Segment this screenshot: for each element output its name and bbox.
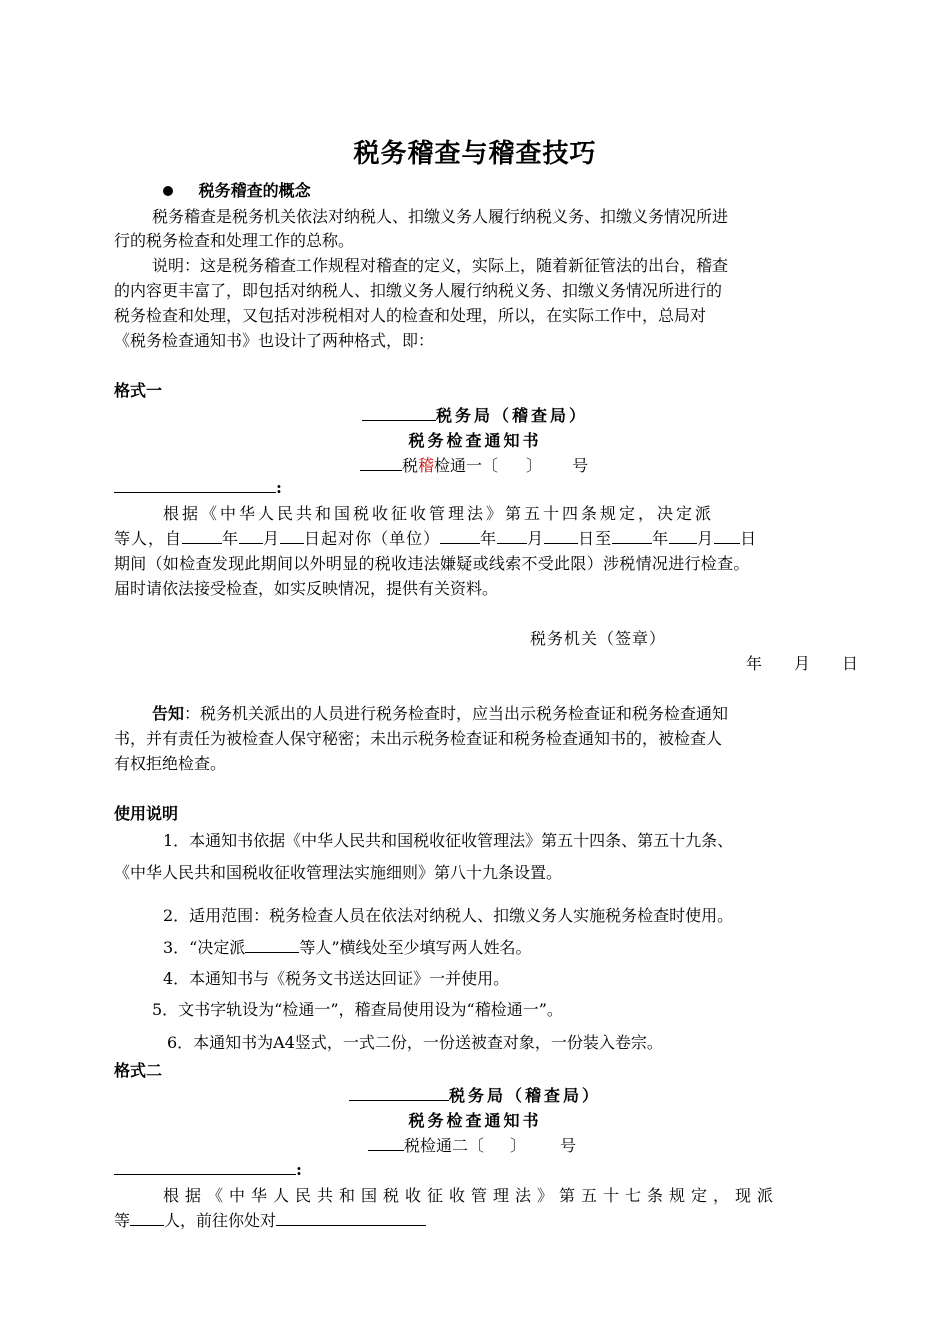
usage-heading: 使用说明	[114, 804, 179, 823]
format-1-addressee: :	[114, 476, 282, 497]
format-1-notice-title: 税务检查通知书	[408, 431, 542, 450]
concept-heading: 税务稽查的概念	[163, 178, 311, 201]
format-1-document-number: 税稽检通一〔 〕 号	[360, 453, 588, 476]
concept-paragraph-2-line-1: 说明：这是税务稽查工作规程对稽查的定义，实际上，随着新征管法的出台，稽查	[152, 256, 729, 275]
usage-item-1-line-2: 《中华人民共和国税收征收管理法实施细则》第八十九条设置。	[114, 863, 563, 882]
number-blank	[368, 1134, 404, 1151]
format-2-body-line-1: 根据《中华人民共和国税收征收管理法》第五十七条规定，现派	[163, 1186, 780, 1205]
signature-line: 税务机关（签章）	[530, 629, 667, 648]
document-title: 税务稽查与稽查技巧	[353, 139, 597, 169]
format-1-notice-line-3: 有权拒绝检查。	[114, 754, 227, 773]
usage-item-2: 2．适用范围：税务检查人员在依法对纳税人、扣缴义务人实施税务检查时使用。	[163, 906, 734, 925]
format-2-body-line-2: 等 人，前往你处对	[114, 1208, 426, 1231]
format-2-document-number: 税检通二〔 〕 号	[368, 1133, 576, 1156]
bullet-icon	[163, 186, 173, 196]
concept-paragraph-2-line-4: 《税务检查通知书》也设计了两种格式，即：	[114, 331, 435, 350]
bureau-blank	[362, 404, 436, 421]
format-1-body-line-1: 根据《中华人民共和国税收征收管理法》第五十四条规定，决定派	[163, 504, 715, 523]
addressee-blank	[114, 1158, 296, 1175]
format-2-bureau-line: 税务局（稽查局）	[0, 1083, 950, 1106]
format-1-notice-line-1: 告知：税务机关派出的人员进行税务检查时，应当出示税务检查证和税务检查通知	[152, 704, 729, 723]
concept-paragraph-1-line-2: 行的税务检查和处理工作的总称。	[114, 231, 355, 250]
format-1-notice-line-2: 书，并有责任为被检查人保守秘密；未出示税务检查证和税务检查通知书的，被检查人	[114, 729, 723, 748]
format-2-addressee: :	[114, 1158, 302, 1179]
usage-item-3: 3．“决定派 等人”横线处至少填写两人姓名。	[163, 938, 532, 957]
usage-item-4: 4．本通知书与《税务文书送达回证》一并使用。	[163, 969, 510, 988]
format-2-label: 格式二	[114, 1061, 163, 1080]
usage-item-6: 6．本通知书为A4竖式，一式二份，一份送被查对象，一份装入卷宗。	[167, 1033, 663, 1052]
concept-paragraph-1-line-1: 税务稽查是税务机关依法对纳税人、扣缴义务人履行纳税义务、扣缴义务情况所进	[152, 207, 729, 226]
number-blank	[360, 454, 402, 471]
format-1-bureau-line: 税务局（稽查局）	[0, 403, 950, 426]
concept-paragraph-2-line-2: 的内容更丰富了，即包括对纳税人、扣缴义务人履行纳税义务、扣缴义务情况所进行的	[114, 281, 723, 300]
addressee-blank	[114, 476, 276, 493]
format-1-body-line-4: 届时请依法接受检查，如实反映情况，提供有关资料。	[114, 579, 499, 598]
format-1-body-line-3: 期间（如检查发现此期间以外明显的税收违法嫌疑或线索不受此限）涉税情况进行检查。	[114, 554, 750, 573]
date-line: 年 月 日	[746, 654, 859, 673]
usage-item-5: 5．文书字轨设为“检通一”，稽查局使用设为“稽检通一”。	[152, 1000, 563, 1019]
format-1-label: 格式一	[114, 381, 163, 400]
usage-item-1-line-1: 1．本通知书依据《中华人民共和国税收征收管理法》第五十四条、第五十九条、	[163, 831, 734, 850]
format-2-notice-title: 税务检查通知书	[408, 1111, 542, 1130]
format-1-body-line-2: 等人，自 年 月 日起对你（单位） 年 月 日至 年 月 日	[114, 529, 758, 548]
concept-paragraph-2-line-3: 税务检查和处理，又包括对涉税相对人的检查和处理，所以，在实际工作中，总局对	[114, 306, 707, 325]
bureau-blank	[349, 1084, 449, 1101]
